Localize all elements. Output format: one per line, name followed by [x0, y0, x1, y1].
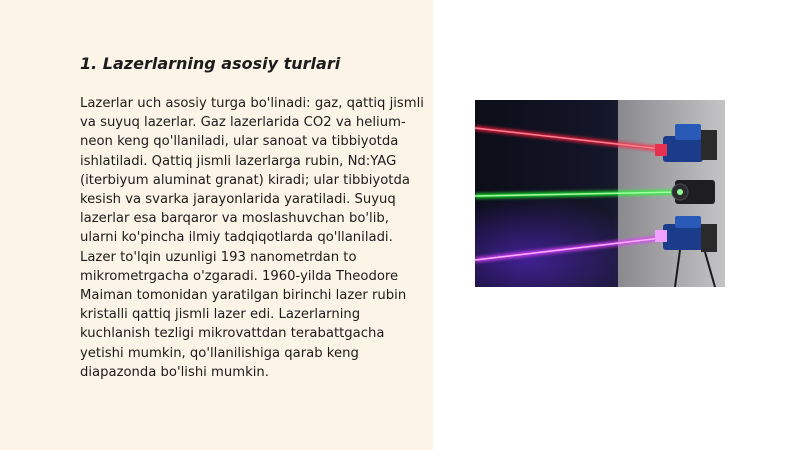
slide-title: 1. Lazerlarning asosiy turlari [80, 54, 341, 73]
laser-beams-photo [475, 100, 725, 287]
slide-body-text: Lazerlar uch asosiy turga bo'linadi: gaz, qattiq jismli va suyuq lazerlar. Gaz lazerlarida CO2 va helium-neon keng qo'llaniladi, ular sanoat va tibbiyotda ishlatiladi. Qattiq jismli lazerlarga rubin, Nd:YAG (iterbiyum aluminat granat) kiradi; ular tibbiyotda kesish va svarka jarayonlarida yaratiladi. Suyuq lazerlar esa barqaror va moslashuvchan bo'lib, ularni ko'pincha ilmiy tadqiqotlarda qo'llaniladi. Lazer to'lqin uzunligi 193 nanometrdan to mikrometrgacha o'zgaradi. 1960-yilda Theodore Maiman tomonidan yaratilgan birinchi lazer rubin kristalli qattiq jismli lazer edi. Lazerlarning kuchlanish tezligi mikrovattdan terabattgacha yetishi mumkin, qo'llanilishiga qarab keng diapazonda bo'lishi mumkin. [80, 96, 424, 380]
